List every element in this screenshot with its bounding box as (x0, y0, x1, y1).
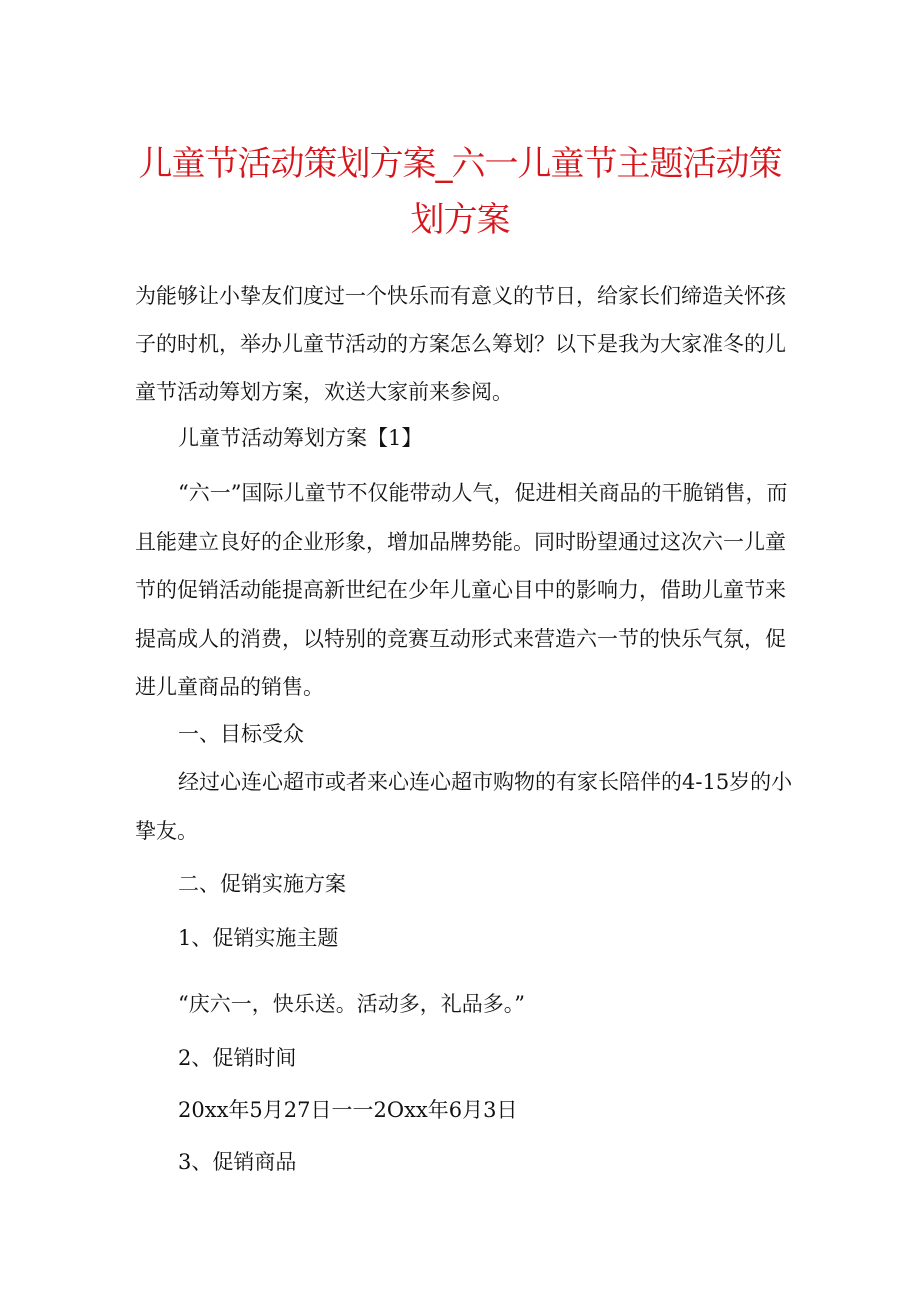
plan-heading: 二、促销实施方案 (178, 872, 346, 896)
date-range: 20xx年5月27日一一2Oxx年6月3日 (178, 1098, 518, 1122)
section-heading: 儿童节活动筹划方案【1】 (178, 426, 423, 450)
document-title (100, 136, 820, 248)
theme-heading: 1、促销实施主题 (178, 926, 339, 950)
title-line-1: 儿童节活动策划方案_六一儿童节主题活动策 (138, 144, 782, 184)
time-heading: 2、促销时间 (178, 1046, 297, 1070)
target-heading: 一、目标受众 (178, 722, 304, 746)
target-paragraph: 经过心连心超市或者来心连心超市购物的有家长陪伴的4-15岁的小挚友。 (135, 770, 793, 843)
body-paragraph: “六一”国际儿童节不仅能带动人气，促进相关商品的干脆销售，而且能建立良好的企业形象，增加品牌势能。同时盼望通过这次六一儿童节的促销活动能提高新世纪在少年儿童心目中的影响力，借助儿童节来提高成人的消费，以特别的竞赛互动形式来营造六一节的快乐气氛，促进儿童商品的销售。 (135, 481, 788, 699)
slogan-text: “庆六一，快乐送。活动多，礼品多。” (178, 992, 525, 1016)
title-line-2: 划方案 (410, 200, 510, 240)
intro-paragraph: 为能够让小挚友们度过一个快乐而有意义的节日，给家长们缔造关怀孩子的时机，举办儿童节活动的方案怎么筹划？以下是我为大家准冬的儿童节活动筹划方案，欢送大家前来参阅。 (135, 284, 786, 404)
goods-heading: 3、促销商品 (178, 1150, 297, 1174)
